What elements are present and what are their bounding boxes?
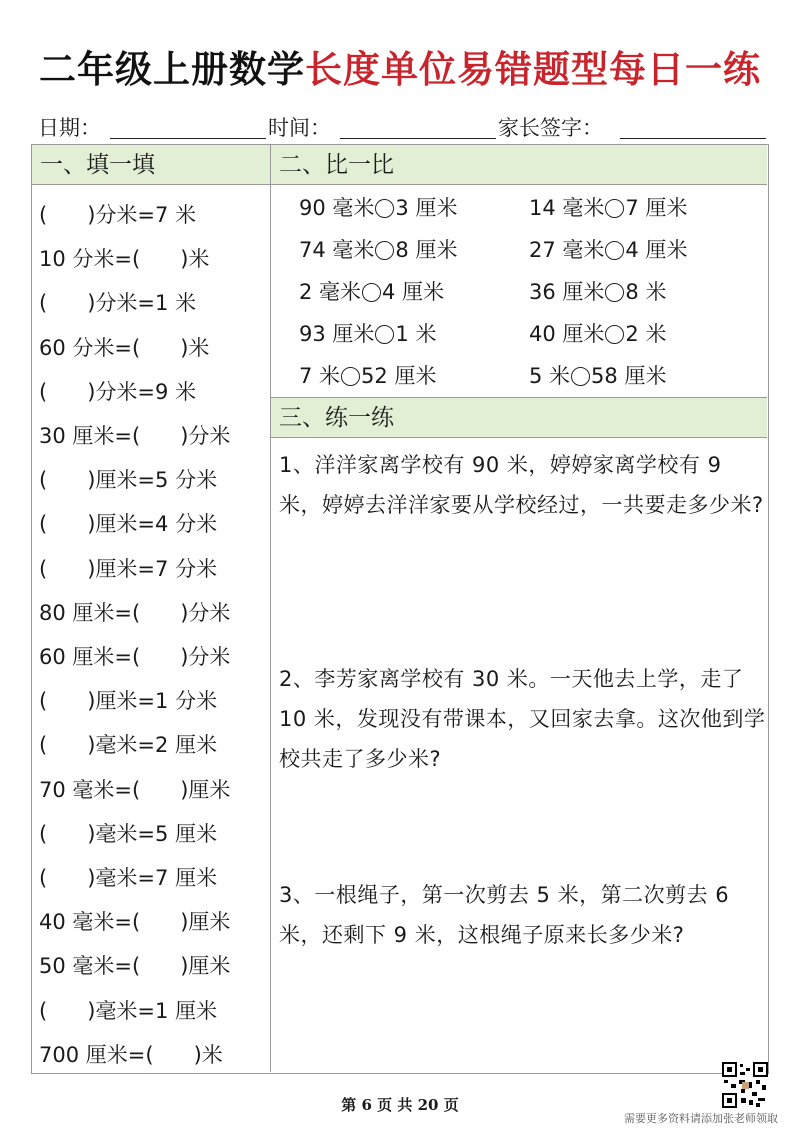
time-label: 时间： <box>268 116 331 140</box>
fill-item: ( )厘米=5 分米 <box>39 468 218 493</box>
compare-left-value: 90 毫米 <box>299 196 375 220</box>
fill-item: 70 毫米=( )厘米 <box>39 777 231 802</box>
compare-section <box>271 145 767 185</box>
fill-item: ( )分米=9 米 <box>39 379 197 404</box>
page-number: 第 6 页 共 20 页 <box>341 1096 459 1114</box>
compare-right-value: 8 厘米 <box>395 238 458 262</box>
fill-item: ( )厘米=4 分米 <box>39 512 218 537</box>
fill-item: ( )厘米=1 分米 <box>39 689 218 714</box>
compare-left-value: 27 毫米 <box>529 238 605 262</box>
answer-circle-icon[interactable] <box>605 199 624 218</box>
compare-right-value: 4 厘米 <box>382 280 445 304</box>
compare-left-value: 93 厘米 <box>299 322 375 346</box>
answer-circle-icon[interactable] <box>375 325 394 344</box>
fill-item: 60 分米=( )米 <box>39 335 210 360</box>
answer-circle-icon[interactable] <box>605 325 624 344</box>
compare-item <box>299 277 444 307</box>
compare-left-value: 74 毫米 <box>299 238 375 262</box>
compare-right-value: 58 厘米 <box>591 364 667 388</box>
right-column <box>271 145 767 1072</box>
compare-section-heading: 二、比一比 <box>271 145 767 185</box>
word-problem-3: 3、一根绳子，第一次剪去 5 米，第二次剪去 6 米，还剩下 9 米，这根绳子原来长多少米? <box>279 883 730 947</box>
fill-item: ( )厘米=7 分米 <box>39 556 218 581</box>
title-black-part: 二年级上册数学 <box>39 48 305 91</box>
compare-item <box>299 193 457 223</box>
compare-left-value: 5 米 <box>529 364 571 388</box>
compare-item <box>299 319 436 349</box>
answer-circle-icon[interactable] <box>605 283 624 302</box>
fill-section-heading: 一、填一填 <box>32 145 270 185</box>
fill-item: ( )毫米=1 厘米 <box>39 998 218 1023</box>
compare-item <box>299 361 436 391</box>
compare-item <box>529 235 687 265</box>
compare-right-value: 4 厘米 <box>625 238 688 262</box>
compare-left-value: 36 厘米 <box>529 280 605 304</box>
compare-left-value: 14 毫米 <box>529 196 605 220</box>
answer-circle-icon[interactable] <box>605 241 624 260</box>
fill-item: 60 厘米=( )分米 <box>39 645 231 669</box>
compare-right-value: 8 米 <box>625 280 667 304</box>
compare-item <box>299 235 457 265</box>
parent-signature-label: 家长签字： <box>498 116 603 140</box>
date-label: 日期： <box>38 116 101 140</box>
parent-signature-field[interactable] <box>620 138 766 139</box>
answer-circle-icon[interactable] <box>375 199 394 218</box>
fill-item: ( )分米=7 米 <box>39 203 197 227</box>
fill-item: 80 厘米=( )分米 <box>39 600 231 625</box>
compare-item <box>529 193 687 223</box>
compare-item <box>529 361 666 391</box>
answer-circle-icon[interactable] <box>375 241 394 260</box>
date-field[interactable] <box>110 138 266 139</box>
answer-circle-icon[interactable] <box>571 367 590 386</box>
fill-item: 700 厘米=( )米 <box>39 1042 223 1067</box>
time-field[interactable] <box>340 138 496 139</box>
fill-item: ( )毫米=7 厘米 <box>39 866 218 890</box>
worksheet <box>31 144 769 1074</box>
compare-item <box>529 277 666 307</box>
answer-circle-icon[interactable] <box>341 367 360 386</box>
fill-item: ( )分米=1 米 <box>39 291 197 316</box>
practice-section-heading: 三、练一练 <box>271 398 767 438</box>
compare-right-value: 2 米 <box>625 322 667 346</box>
fill-item: ( )毫米=2 厘米 <box>39 733 218 758</box>
practice-section <box>271 397 767 438</box>
fill-item: 50 毫米=( )厘米 <box>39 954 231 979</box>
fill-item: ( )毫米=5 厘米 <box>39 821 218 846</box>
fill-section <box>32 145 271 1072</box>
fill-item: 30 厘米=( )分米 <box>39 424 231 448</box>
qr-caption: 需要更多资料请添加张老师领取 <box>624 1112 778 1125</box>
compare-right-value: 1 米 <box>395 322 437 346</box>
page-title <box>0 44 800 96</box>
compare-right-value: 3 厘米 <box>395 196 458 220</box>
answer-circle-icon[interactable] <box>362 283 381 302</box>
compare-left-value: 40 厘米 <box>529 322 605 346</box>
fill-item: 40 毫米=( )厘米 <box>39 910 231 935</box>
word-problem-2: 2、李芳家离学校有 30 米。一天他去上学，走了 10 米，发现没有带课本，又回家去拿。这次他到学校共走了多少米? <box>279 667 766 771</box>
fill-item: 10 分米=( )米 <box>39 247 210 272</box>
compare-right-value: 52 厘米 <box>361 364 437 388</box>
compare-left-value: 7 米 <box>299 364 341 388</box>
compare-item <box>529 319 666 349</box>
compare-right-value: 7 厘米 <box>625 196 688 220</box>
info-row <box>38 110 768 142</box>
title-red-part: 长度单位易错题型每日一练 <box>305 48 761 91</box>
word-problem-1: 1、洋洋家离学校有 90 米，婷婷家离学校有 9 米，婷婷去洋洋家要从学校经过，一共要走多少米? <box>279 453 764 517</box>
compare-left-value: 2 毫米 <box>299 280 362 304</box>
